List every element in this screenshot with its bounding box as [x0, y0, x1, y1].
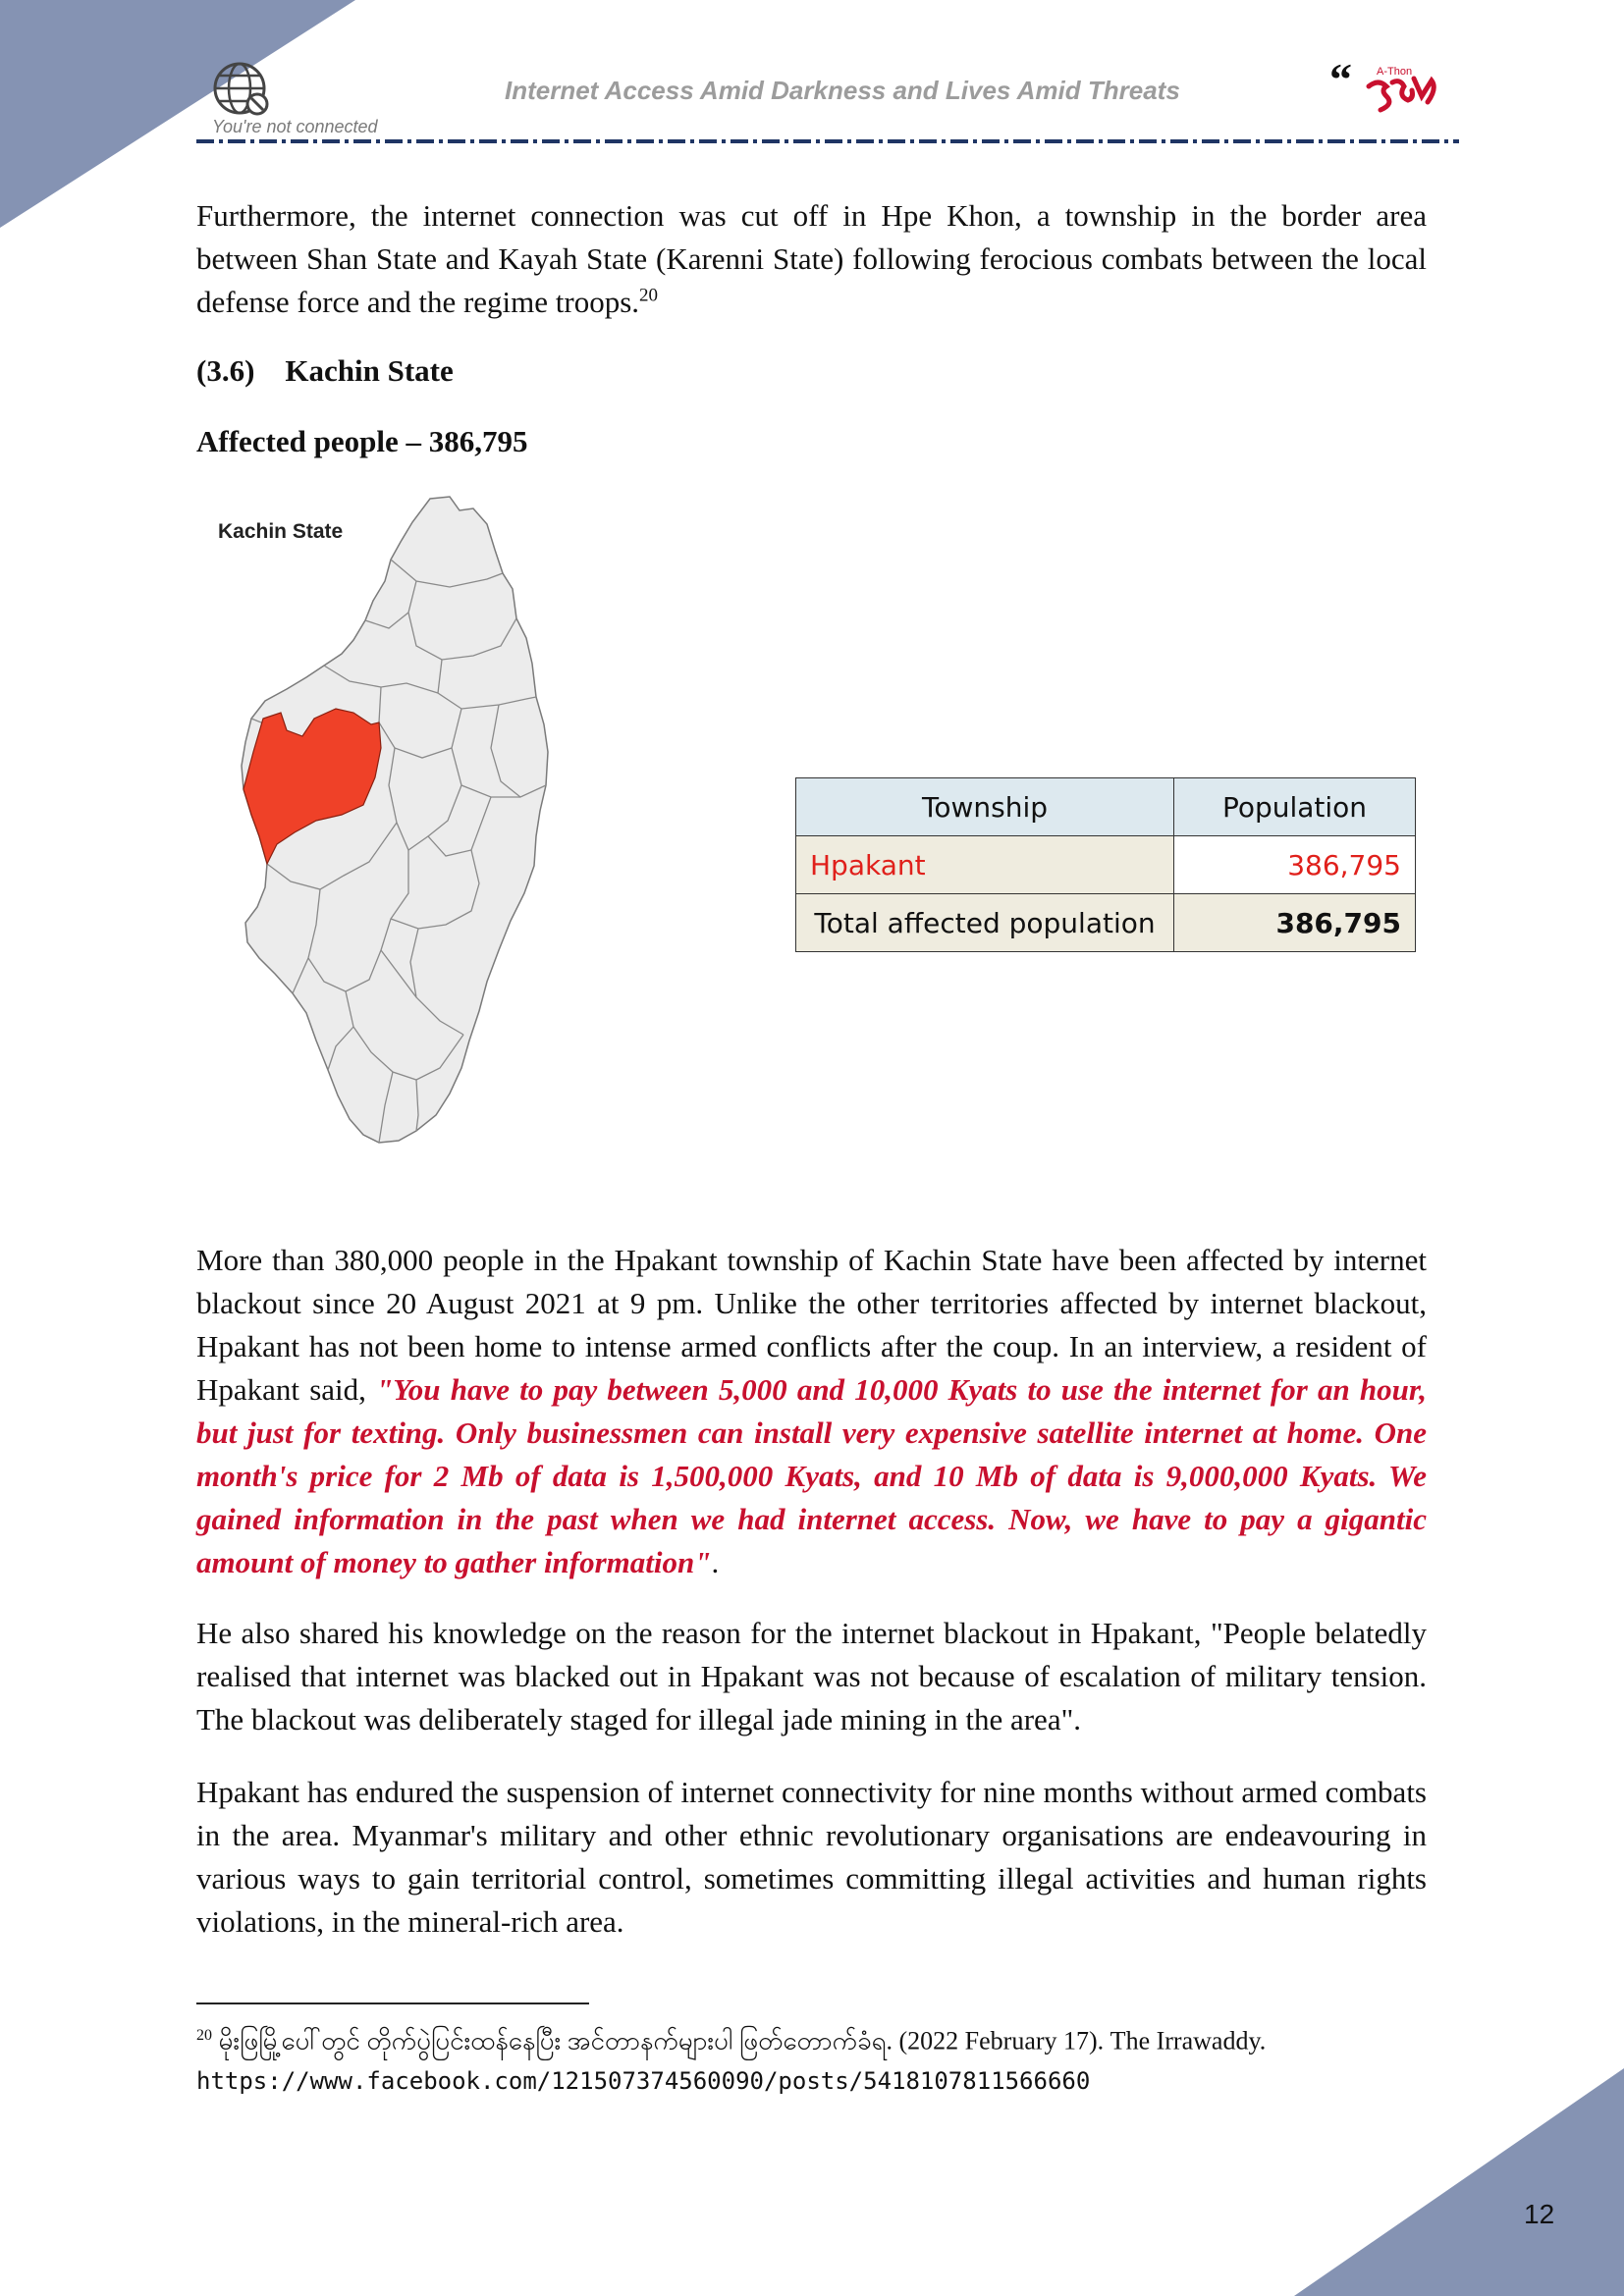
table-header-row — [796, 778, 1416, 836]
map-label: Kachin State — [218, 520, 344, 543]
intro-paragraph — [196, 194, 1427, 324]
svg-text:A-Thon: A-Thon — [1377, 66, 1413, 78]
footnote — [196, 2020, 1266, 2057]
page-number: 12 — [1524, 2199, 1555, 2229]
intro-text: Furthermore, the internet connection was cut off in Hpe Khon, a township in the border area between Shan State and Kayah State (Karenni State) following ferocious combats between the local defense force and the regime troops. — [196, 198, 1427, 319]
connection-status-text: You're not connected — [212, 117, 378, 136]
table-total-row — [796, 894, 1416, 952]
total-value-cell: 386,795 — [1174, 894, 1416, 952]
globe-icon — [210, 59, 275, 120]
kachin-state-map — [206, 491, 609, 1207]
population-table — [795, 777, 1416, 952]
corner-decoration-bottom — [1294, 2068, 1624, 2296]
header-divider — [196, 139, 1459, 143]
conflict-paragraph: Hpakant has endured the suspension of internet connectivity for nine months without armed combats in the area. Myanmar's military and other ethnic revolutionary organisations are endeavouring in various ways to gain territorial control, sometimes committing illegal activities and human rights violations, in the mineral-rich area. — [196, 1775, 1427, 1939]
population-cell: 386,795 — [1174, 836, 1416, 894]
document-header-title: Internet Access Amid Darkness and Lives Amid Threats — [505, 76, 1180, 105]
section-number: (3.6) — [196, 353, 255, 388]
paragraph-end: . — [711, 1545, 720, 1579]
header-population: Population — [1174, 778, 1416, 836]
reason-paragraph: He also shared his knowledge on the reason for the internet blackout in Hpakant, "People belatedly realised that internet was blacked out in Hpakant was not because of escalation of military tension. The blackout was deliberately staged for illegal jade mining in the area". — [196, 1616, 1427, 1736]
header-township: Township — [796, 778, 1174, 836]
svg-text:“: “ — [1329, 59, 1352, 104]
footnote-ref[interactable]: 20 — [639, 285, 659, 306]
athon-logo — [1329, 59, 1445, 118]
resident-quote: "You have to pay between 5,000 and 10,000 Kyats to use the internet for an hour, but just for texting. Only businessmen can install very expensive satellite internet at home. One month's price for 2 Mb of data is 1,500,000 Kyats, and 10 Mb of data is 9,000,000 Kyats. We gained information in the past when we had internet access. Now, we have to pay a gigantic amount of money to gather information" — [196, 1372, 1427, 1579]
footnote-divider — [196, 2002, 589, 2004]
footnote-text: မိုးဖြမြို့ပေါ်တွင် တိုက်ပွဲပြင်းထန်နေပြီး အင်တာနက်များပါ ဖြတ်တောက်ခံရ. (2022 February 17). The Irrawaddy. — [218, 2026, 1267, 2056]
total-label-cell: Total affected population — [796, 894, 1174, 952]
section-heading — [196, 353, 454, 389]
hpakant-paragraph — [196, 1239, 1427, 1584]
section-title: Kachin State — [285, 353, 454, 388]
table-row — [796, 836, 1416, 894]
footnote-number: 20 — [196, 2027, 212, 2044]
paragraph-text: More than 380,000 people in the Hpakant township of Kachin State have been affected by internet blackout since 20 August 2021 at 9 pm. Unlike the other territories affected by internet blackout, Hpakant has not been home to intense armed conflicts after the coup. In an interview, a resident of Hpakant said, — [196, 1243, 1427, 1407]
township-cell: Hpakant — [796, 836, 1174, 894]
footnote-link[interactable]: https://www.facebook.com/121507374560090/posts/5418107811566660 — [196, 2067, 1091, 2095]
affected-heading: Affected people – 386,795 — [196, 424, 528, 458]
